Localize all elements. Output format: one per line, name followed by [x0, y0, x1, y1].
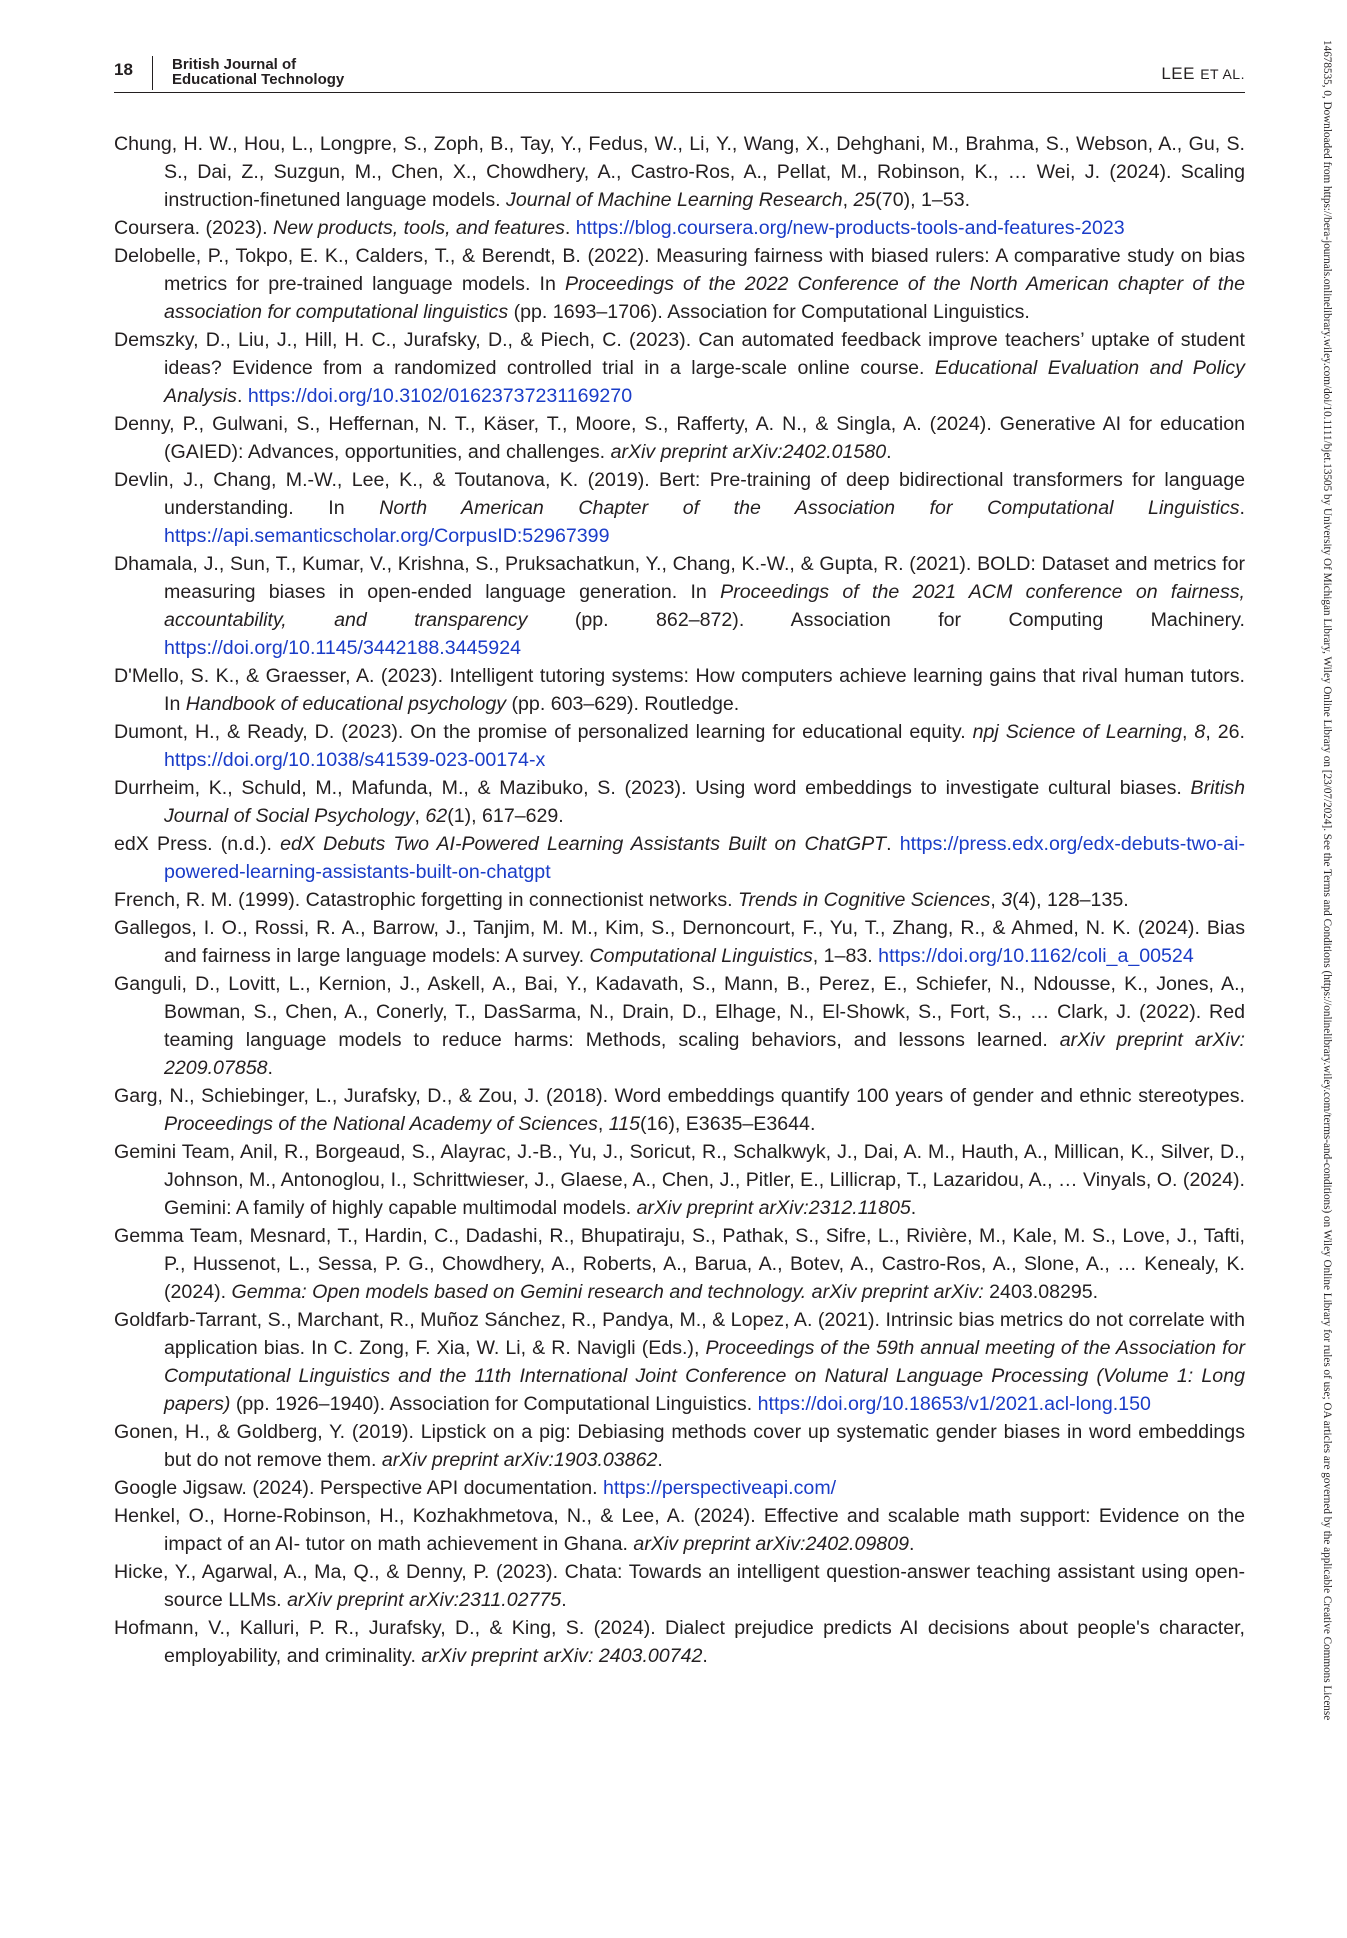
header-divider — [152, 56, 153, 90]
reference-text: (1), 617–629. — [447, 805, 564, 827]
reference-entry — [114, 1082, 1245, 1138]
reference-entry — [114, 914, 1245, 970]
reference-italic: Educational Evaluation and Policy Analysis — [164, 357, 1245, 407]
reference-text: Ganguli, D., Lovitt, L., Kernion, J., Askell, A., Bai, Y., Kadavath, S., Mann, B., Perez, E., Schiefer, N., Ndousse, K., Jones, A., Bowman, S., Chen, A., Conerly, T., DasSarma, N., Drain, D., Elhage, N., El-Showk, S., Fort, S., … Clark, J. (2022). Red teaming language models to reduce harms: Methods, scaling behaviors, and lessons learned. — [114, 973, 1245, 1051]
reference-text: , — [842, 189, 854, 211]
reference-text: Delobelle, P., Tokpo, E. K., Calders, T., & Berendt, B. (2022). Measuring fairness with biased rulers: A comparative study on bias metrics for pre-trained language models. In — [114, 245, 1245, 295]
reference-text: . — [910, 1197, 917, 1219]
reference-text: . — [564, 217, 576, 239]
reference-entry — [114, 1418, 1245, 1474]
reference-link[interactable]: https://doi.org/10.18653/v1/2021.acl-long.150 — [757, 1393, 1151, 1415]
reference-text: , — [990, 889, 1002, 911]
reference-italic: Trends in Cognitive Sciences — [738, 889, 991, 911]
reference-entry — [114, 1222, 1245, 1306]
reference-text: (70), 1–53. — [875, 189, 971, 211]
reference-text: Coursera. (2023). — [114, 217, 273, 239]
reference-text: Dumont, H., & Ready, D. (2023). On the promise of personalized learning for educational equity. — [114, 721, 973, 743]
reference-italic: Gemma: Open models based on Gemini research and technology. arXiv preprint arXiv: — [231, 1281, 984, 1303]
reference-text: Google Jigsaw. (2024). Perspective API documentation. — [114, 1477, 604, 1499]
reference-italic: arXiv preprint arXiv:2402.09809 — [633, 1533, 909, 1555]
reference-text: Devlin, J., Chang, M.-W., Lee, K., & Toutanova, K. (2019). Bert: Pre-training of deep bidirectional transformers for language understanding. In — [114, 469, 1245, 519]
reference-entry — [114, 410, 1245, 466]
reference-text: (pp. 1693–1706). Association for Computational Linguistics. — [508, 301, 1030, 323]
reference-italic: Journal of Machine Learning Research — [506, 189, 843, 211]
reference-text: Henkel, O., Horne-Robinson, H., Kozhakhmetova, N., & Lee, A. (2024). Effective and scalable math support: Evidence on the impact of an AI- tutor on math achievement in Ghana. — [114, 1505, 1245, 1555]
reference-italic: arXiv preprint arXiv: 2403.00742 — [421, 1645, 703, 1667]
reference-text: (4), 128–135. — [1012, 889, 1129, 911]
running-author — [1161, 64, 1245, 84]
reference-entry — [114, 1558, 1245, 1614]
header-rule — [114, 92, 1245, 93]
reference-italic: Proceedings of the 59th annual meeting of the Association for Computational Linguistics and the 11th International Joint Conference on Natural Language Processing (Volume 1: Long papers) — [164, 1337, 1245, 1415]
reference-link[interactable]: https://blog.coursera.org/new-products-tools-and-features-2023 — [575, 217, 1125, 239]
reference-text: Dhamala, J., Sun, T., Kumar, V., Krishna, S., Pruksachatkun, Y., Chang, K.-W., & Gupta, R. (2021). BOLD: Dataset and metrics for measuring biases in open-ended language generation. In — [114, 553, 1245, 603]
running-author-suffix: ET AL. — [1200, 66, 1245, 82]
reference-entry — [114, 886, 1245, 914]
download-notice-text: 14678535, 0, Downloaded from https://bera-journals.onlinelibrary.wiley.com/doi/10.1111/bjet.13505 by University Of Michigan Library, Wiley Online Library on [23/07/2024]. See the Terms and Conditions (https://onlinelibrary.wiley.com/terms-and-conditions) on Wiley Online Library for rules of use; OA articles are governed by the applicable Creative Commons License — [1321, 40, 1333, 1721]
reference-entry — [114, 214, 1245, 242]
reference-italic: arXiv preprint arXiv:2402.01580 — [610, 441, 887, 463]
reference-text: , — [414, 805, 426, 827]
page-number: 18 — [114, 60, 133, 79]
reference-text: 2403.08295. — [983, 1281, 1099, 1303]
reference-text: Denny, P., Gulwani, S., Heffernan, N. T., Käser, T., Moore, S., Rafferty, A. N., & Singla, A. (2024). Generative AI for education (GAIED): Advances, opportunities, and challenges. — [114, 413, 1245, 463]
reference-text: (pp. 1926–1940). Association for Computational Linguistics. — [230, 1393, 758, 1415]
reference-text: Gemini Team, Anil, R., Borgeaud, S., Alayrac, J.-B., Yu, J., Soricut, R., Schalkwyk, J., Dai, A. M., Hauth, A., Millican, K., Silver, D., Johnson, M., Antonoglou, I., Schrittwieser, J., Glaese, A., Chen, J., Pitler, E., Lillicrap, T., Lazaridou, A., … Vinyals, O. (2024). Gemini: A family of highly capable multimodal models. — [114, 1141, 1245, 1219]
reference-text: , — [1182, 721, 1195, 743]
reference-italic: Proceedings of the National Academy of Sciences — [164, 1113, 598, 1135]
reference-text: . — [886, 833, 900, 855]
reference-italic: North American Chapter of the Association for Computational Linguistics — [379, 497, 1240, 519]
reference-entry — [114, 970, 1245, 1082]
reference-entry — [114, 830, 1245, 886]
reference-text: D'Mello, S. K., & Graesser, A. (2023). Intelligent tutoring systems: How computers achieve learning gains that rival human tutors. In — [114, 665, 1245, 715]
reference-italic: arXiv preprint arXiv:1903.03862 — [381, 1449, 658, 1471]
reference-italic: 62 — [425, 805, 448, 827]
reference-entry — [114, 130, 1245, 214]
download-notice-sidebar — [1317, 40, 1337, 1920]
reference-italic: arXiv preprint arXiv:2311.02775 — [287, 1589, 562, 1611]
reference-entry — [114, 326, 1245, 410]
reference-entry — [114, 1138, 1245, 1222]
reference-link[interactable]: https://api.semanticscholar.org/CorpusID:52967399 — [164, 525, 610, 547]
reference-text: Gonen, H., & Goldberg, Y. (2019). Lipstick on a pig: Debiasing methods cover up systematic gender biases in word embeddings but do not remove them. — [114, 1421, 1245, 1471]
reference-italic: Handbook of educational psychology — [185, 693, 507, 715]
reference-italic: Proceedings of the 2022 Conference of the North American chapter of the association for computational linguistics — [164, 273, 1245, 323]
reference-italic: 25 — [853, 189, 876, 211]
reference-italic: New products, tools, and features — [273, 217, 565, 239]
reference-italic: arXiv preprint arXiv: 2209.07858 — [164, 1029, 1245, 1079]
reference-italic: 115 — [608, 1113, 640, 1135]
reference-text: Gallegos, I. O., Rossi, R. A., Barrow, J., Tanjim, M. M., Kim, S., Dernoncourt, F., Yu, T., Zhang, R., & Ahmed, N. K. (2024). Bias and fairness in large language models: A survey. — [114, 917, 1245, 967]
reference-link[interactable]: https://doi.org/10.1162/coli_a_00524 — [878, 945, 1194, 967]
reference-italic: npj Science of Learning — [972, 721, 1182, 743]
running-author-main: LEE — [1161, 64, 1195, 83]
reference-text: , 1–83. — [812, 945, 879, 967]
reference-entry — [114, 466, 1245, 550]
reference-entry — [114, 662, 1245, 718]
reference-italic: edX Debuts Two AI-Powered Learning Assistants Built on ChatGPT — [280, 833, 887, 855]
reference-text: Hofmann, V., Kalluri, P. R., Jurafsky, D., & King, S. (2024). Dialect prejudice predicts AI decisions about people's character, employability, and criminality. — [114, 1617, 1245, 1667]
reference-text: , 26. — [1205, 721, 1245, 743]
reference-text: Durrheim, K., Schuld, M., Mafunda, M., & Mazibuko, S. (2023). Using word embeddings to investigate cultural biases. — [114, 777, 1191, 799]
reference-entry — [114, 242, 1245, 326]
reference-italic: 8 — [1194, 721, 1206, 743]
reference-text: . — [886, 441, 892, 463]
reference-entry — [114, 1502, 1245, 1558]
reference-text: Chung, H. W., Hou, L., Longpre, S., Zoph, B., Tay, Y., Fedus, W., Li, Y., Wang, X., Dehghani, M., Brahma, S., Webson, A., Gu, S. S., Dai, Z., Suzgun, M., Chen, X., Chowdhery, A., Castro-Ros, A., Pellat, M., Robinson, K., … Wei, J. (2024). Scaling instruction-finetuned language models. — [114, 133, 1245, 211]
journal-title — [172, 57, 344, 87]
reference-link[interactable]: https://doi.org/10.1145/3442188.3445924 — [164, 637, 521, 659]
reference-text: . — [561, 1589, 567, 1611]
page-header — [114, 56, 1245, 92]
reference-text: , — [597, 1113, 609, 1135]
journal-title-line1: British Journal of — [172, 56, 297, 73]
reference-link[interactable]: https://perspectiveapi.com/ — [603, 1477, 837, 1499]
reference-text: (16), E3635–E3644. — [640, 1113, 816, 1135]
reference-entry — [114, 1614, 1245, 1670]
reference-entry — [114, 718, 1245, 774]
journal-title-line2: Educational Technology — [172, 71, 345, 88]
reference-text: Hicke, Y., Agarwal, A., Ma, Q., & Denny, P. (2023). Chata: Towards an intelligent question-answer teaching assistant using open-source LLMs. — [114, 1561, 1245, 1611]
reference-italic: 3 — [1001, 889, 1013, 911]
reference-text: Goldfarb-Tarrant, S., Marchant, R., Muñoz Sánchez, R., Pandya, M., & Lopez, A. (2021). Intrinsic bias metrics do not correlate with application bias. In C. Zong, F. Xia, W. Li, & R. Navigli (Eds.), — [114, 1309, 1245, 1359]
reference-link[interactable]: https://doi.org/10.1038/s41539-023-00174-x — [164, 749, 546, 771]
reference-text: edX Press. (n.d.). — [114, 833, 281, 855]
reference-text: . — [657, 1449, 663, 1471]
reference-text: . — [909, 1533, 915, 1555]
reference-italic: Computational Linguistics — [589, 945, 813, 967]
reference-italic: Proceedings of the 2021 ACM conference on fairness, accountability, and transparency — [164, 581, 1245, 631]
reference-text: French, R. M. (1999). Catastrophic forgetting in connectionist networks. — [114, 889, 739, 911]
reference-link[interactable]: https://press.edx.org/edx-debuts-two-ai-powered-learning-assistants-built-on-chatgpt — [164, 833, 1246, 883]
reference-entry — [114, 550, 1245, 662]
reference-link[interactable]: https://doi.org/10.3102/01623737231169270 — [247, 385, 633, 407]
reference-entry — [114, 774, 1245, 830]
reference-text: . — [236, 385, 248, 407]
reference-text: Gemma Team, Mesnard, T., Hardin, C., Dadashi, R., Bhupatiraju, S., Pathak, S., Sifre, L., Rivière, M., Kale, M. S., Love, J., Tafti, P., Hussenot, L., Sessa, P. G., Chowdhery, A., Roberts, A., Barua, A., Botev, A., Castro-Ros, A., Slone, A., … Kenealy, K. (2024). — [114, 1225, 1245, 1303]
reference-text: . — [702, 1645, 708, 1667]
reference-text: . — [267, 1057, 273, 1079]
reference-text: Demszky, D., Liu, J., Hill, H. C., Jurafsky, D., & Piech, C. (2023). Can automated feedback improve teachers’ uptake of student ideas? Evidence from a randomized controlled trial in a large-scale online course. — [114, 329, 1245, 379]
reference-italic: arXiv preprint arXiv:2312.11805 — [636, 1197, 911, 1219]
reference-text: Garg, N., Schiebinger, L., Jurafsky, D., & Zou, J. (2018). Word embeddings quantify 100 years of gender and ethnic stereotypes. — [114, 1085, 1245, 1107]
reference-text: (pp. 862–872). Association for Computing Machinery. — [527, 609, 1245, 631]
reference-italic: British Journal of Social Psychology — [164, 777, 1245, 827]
reference-entry — [114, 1474, 1245, 1502]
reference-text: (pp. 603–629). Routledge. — [506, 693, 740, 715]
reference-entry — [114, 1306, 1245, 1418]
reference-list — [114, 130, 1245, 1670]
reference-text: . — [1239, 497, 1245, 519]
